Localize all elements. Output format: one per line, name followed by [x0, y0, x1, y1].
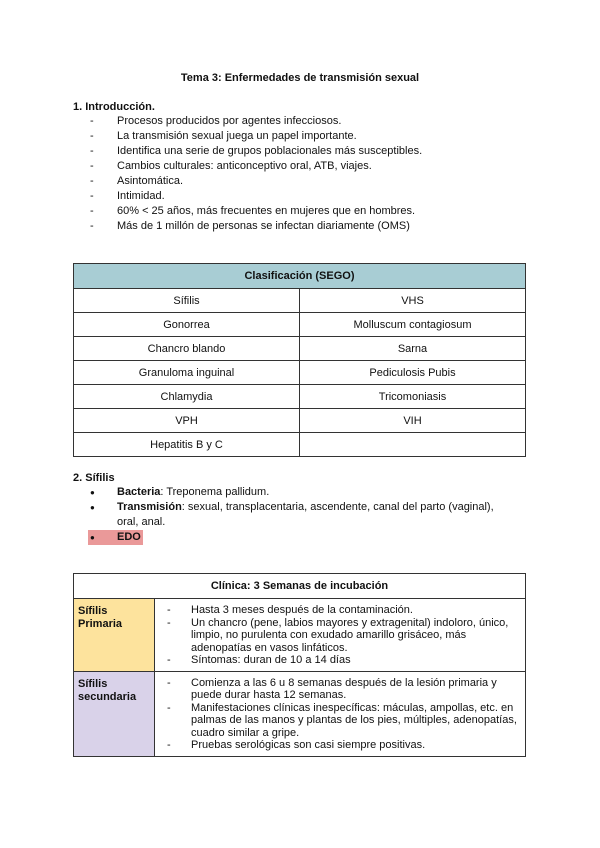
bacteria-value: : Treponema pallidum. [160, 486, 270, 498]
table-cell: Granuloma inguinal [74, 361, 300, 385]
list-item: - Más de 1 millón de personas se infectan diariamente (OMS) [88, 219, 422, 234]
list-item [88, 485, 518, 500]
transmission-label: Transmisión [117, 501, 182, 513]
transmission-value: : sexual, transplacentaria, ascendente, canal del parto (vaginal), oral, anal. [117, 501, 494, 528]
bacteria-label: Bacteria [117, 486, 161, 498]
primary-body [155, 599, 526, 672]
table-row [74, 433, 526, 457]
list-item: - Intimidad. [88, 189, 422, 204]
table-cell: Molluscum contagiosum [300, 313, 526, 337]
list-item: - Pruebas serológicas son casi siempre positivas. [165, 739, 519, 752]
intro-heading: 1. Introducción. [73, 101, 155, 113]
list-item: - Síntomas: duran de 10 a 14 días [165, 654, 519, 667]
table-cell: Pediculosis Pubis [300, 361, 526, 385]
syphilis-heading: 2. Sífilis [73, 472, 115, 484]
list-item: - Identifica una serie de grupos poblacionales más susceptibles. [88, 144, 422, 159]
classification-table [73, 263, 526, 457]
clinical-header: Clínica: 3 Semanas de incubación [74, 574, 526, 599]
list-item: - Manifestaciones clínicas inespecíficas: máculas, ampollas, etc. en palmas de las manos y plantas de los pies, múltiples, adenopatías, cuadro similar a gripe. [165, 702, 519, 740]
table-cell: VHS [300, 289, 526, 313]
secondary-label: Sífilis secundaria [74, 671, 155, 756]
primary-label: Sífilis Primaria [74, 599, 155, 672]
table-cell: Sarna [300, 337, 526, 361]
list-item: - Hasta 3 meses después de la contaminación. [165, 604, 519, 617]
list-item: - Procesos producidos por agentes infecciosos. [88, 114, 422, 129]
table-cell: Hepatitis B y C [74, 433, 300, 457]
table-row [74, 289, 526, 313]
table-row [74, 671, 526, 756]
list-item [88, 530, 518, 545]
document-title: Tema 3: Enfermedades de transmisión sexual [180, 72, 420, 84]
table-row [74, 313, 526, 337]
edo-highlight: EDO [88, 530, 143, 545]
table-row [74, 599, 526, 672]
list-item: - La transmisión sexual juega un papel importante. [88, 129, 422, 144]
syphilis-list [88, 485, 518, 545]
table-cell: Sífilis [74, 289, 300, 313]
list-item: - Un chancro (pene, labios mayores y extragenital) indoloro, único, limpio, no purulenta con exudado amarillo grisáceo, más adenopatías en vasos linfáticos. [165, 617, 519, 655]
list-item [88, 500, 518, 530]
classification-header: Clasificación (SEGO) [74, 264, 526, 289]
intro-list [88, 114, 422, 234]
table-cell [300, 433, 526, 457]
table-cell: VPH [74, 409, 300, 433]
list-item: - 60% < 25 años, más frecuentes en mujeres que en hombres. [88, 204, 422, 219]
table-row [74, 409, 526, 433]
table-cell: Chancro blando [74, 337, 300, 361]
list-item: - Asintomática. [88, 174, 422, 189]
table-row [74, 337, 526, 361]
clinical-table [73, 573, 526, 757]
table-cell: Tricomoniasis [300, 385, 526, 409]
table-cell: Gonorrea [74, 313, 300, 337]
list-item: - Cambios culturales: anticonceptivo oral, ATB, viajes. [88, 159, 422, 174]
table-row [74, 385, 526, 409]
secondary-body [155, 671, 526, 756]
table-cell: VIH [300, 409, 526, 433]
list-item: - Comienza a las 6 u 8 semanas después de la lesión primaria y puede durar hasta 12 semanas. [165, 677, 519, 702]
table-row [74, 361, 526, 385]
table-cell: Chlamydia [74, 385, 300, 409]
